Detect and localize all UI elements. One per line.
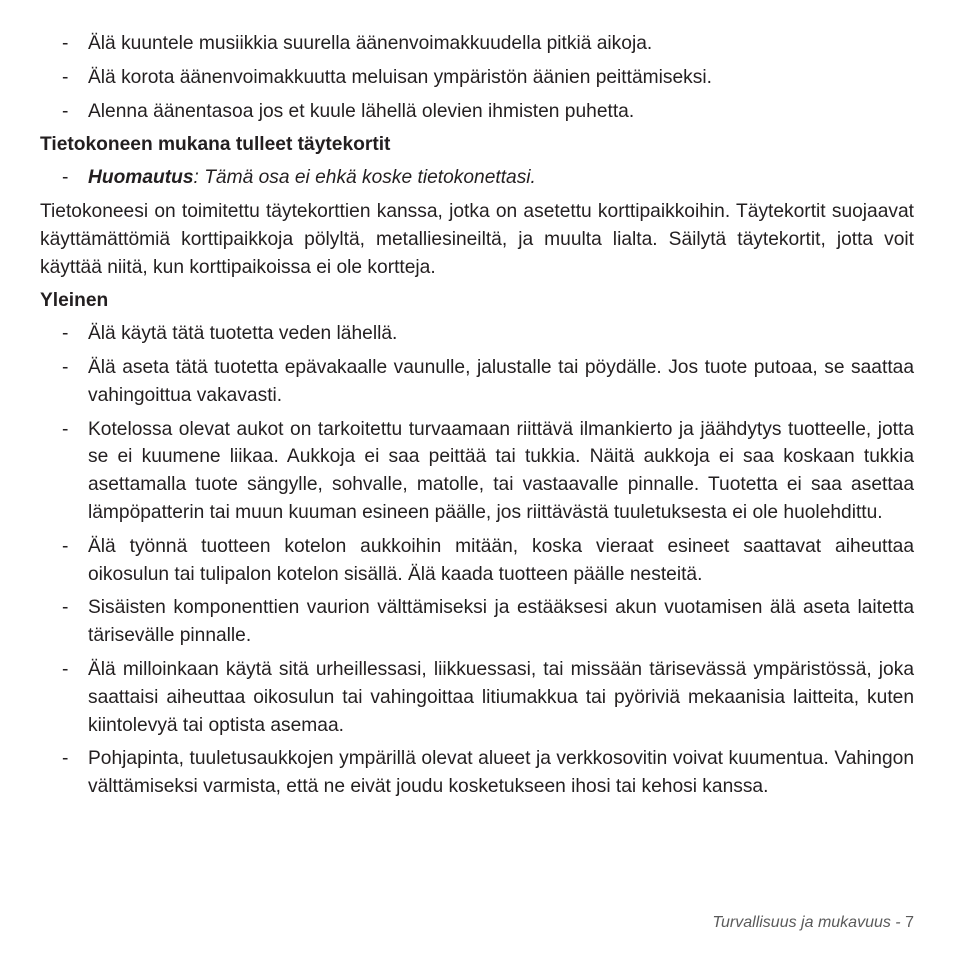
- dash-bullet: -: [62, 33, 69, 54]
- section-heading-fill-cards: Tietokoneen mukana tulleet täytekortit: [40, 134, 391, 156]
- note-item: [40, 164, 914, 192]
- dash-bullet: -: [62, 100, 69, 122]
- dash-bullet: -: [62, 535, 69, 557]
- list-item: [40, 354, 914, 410]
- dash-bullet: -: [62, 356, 69, 378]
- list-item: [40, 745, 914, 801]
- dash-bullet: -: [62, 167, 69, 189]
- note-label: Huomautus: [88, 167, 194, 189]
- fill-cards-paragraph: Tietokoneesi on toimitettu täytekorttien kanssa, jotka on asetettu korttipaikkoihin. Täytekortit suojaavat käyttämättömiä korttipaikkoja pölyltä, metalliesineiltä, ja muulta lialta. Säilytä täytekortit, jotta voit käyttää niitä, kun korttipaikoissa ei ole kortteja.: [40, 200, 914, 278]
- document-page: [40, 30, 914, 807]
- list-item-text: Älä milloinkaan käytä sitä urheillessasi, liikkuessasi, tai missään tärisevässä ympäristössä, joka saattaisi aiheuttaa oikosulun tai vahingoittaa litiumakkua tai pyöriviä mekaanisia laitteita, kuten kiintolevyä tai optista asemaa.: [88, 658, 914, 736]
- dash-bullet: -: [62, 66, 69, 88]
- list-item-text: Älä korota äänenvoimakkuutta meluisan ympäristön äänien peittämiseksi.: [88, 66, 712, 88]
- dash-bullet: -: [62, 418, 69, 440]
- list-item-text: Kotelossa olevat aukot on tarkoitettu turvaamaan riittävä ilmankierto ja jäähdytys tuotteelle, jotta se ei kuumene liikaa. Aukkoja ei saa peittää tai tukkia. Näitä aukkoja ei saa koskaan tukkia asettamalla tuote sängylle, sohvalle, matolle, tai vastaavalle pinnalle. Tuotetta ei saa asettaa lämpöpatterin tai muun kuuman esineen päälle, jos riittävästä tuuletuksesta ei ole huolehdittu.: [88, 418, 914, 523]
- list-item-text: Sisäisten komponenttien vaurion välttämiseksi ja estääksesi akun vuotamisen älä aseta laitetta tärisevälle pinnalle.: [88, 597, 914, 647]
- note-text: : Tämä osa ei ehkä koske tietokonettasi.: [193, 167, 536, 189]
- general-safety-list: [40, 320, 914, 801]
- section-heading-general: Yleinen: [40, 290, 109, 312]
- footer-section-title: Turvallisuus ja mukavuus -: [712, 914, 901, 931]
- list-item: [40, 656, 914, 739]
- note-list: [40, 164, 914, 192]
- list-item: [40, 30, 914, 58]
- page-footer: [712, 913, 914, 933]
- list-item-text: Älä käytä tätä tuotetta veden lähellä.: [88, 323, 398, 345]
- list-item-text: Älä työnnä tuotteen kotelon aukkoihin mitään, koska vieraat esineet saattavat aiheuttaa oikosulun tai tulipalon kotelon sisällä. Älä kaada tuotteen päälle nesteitä.: [88, 535, 914, 585]
- page-number: 7: [905, 914, 914, 931]
- list-item: [40, 416, 914, 527]
- dash-bullet: -: [62, 748, 69, 770]
- list-item: [40, 594, 914, 650]
- dash-bullet: -: [62, 323, 69, 345]
- list-item-text: Älä aseta tätä tuotetta epävakaalle vaunulle, jalustalle tai pöydälle. Jos tuote putoaa, se saattaa vahingoittua vakavasti.: [88, 356, 914, 406]
- list-item-text: Alenna äänentasoa jos et kuule lähellä olevien ihmisten puhetta.: [88, 100, 635, 122]
- list-item: [40, 320, 914, 348]
- list-item-text: Pohjapinta, tuuletusaukkojen ympärillä olevat alueet ja verkkosovitin voivat kuumentua. Vahingon välttämiseksi varmista, että ne eivät joudu kosketukseen ihosi tai kehosi kanssa.: [88, 748, 914, 798]
- list-item-text: Älä kuuntele musiikkia suurella äänenvoimakkuudella pitkiä aikoja.: [88, 33, 653, 54]
- dash-bullet: -: [62, 658, 69, 680]
- list-item: [40, 533, 914, 589]
- list-item: [40, 98, 914, 126]
- list-item: [40, 64, 914, 92]
- dash-bullet: -: [62, 597, 69, 619]
- volume-advice-list: [40, 30, 914, 125]
